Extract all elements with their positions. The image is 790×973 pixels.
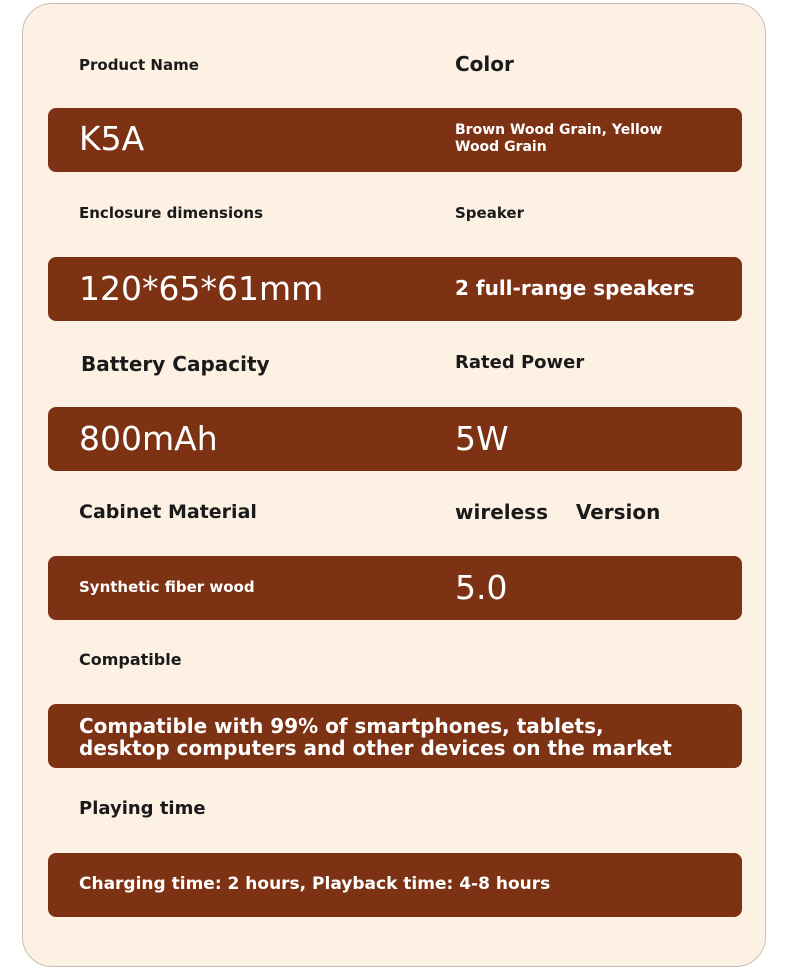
playing-time-label: Playing time: [79, 798, 206, 819]
playing-time-value: Charging time: 2 hours, Playback time: 4-8 hours: [79, 874, 551, 894]
product-name-label: Product Name: [79, 56, 199, 74]
compatible-value: Compatible with 99% of smartphones, tablets, desktop computers and other devices on the market: [79, 714, 672, 760]
wireless-version-value: 5.0: [455, 568, 508, 607]
battery-capacity-value: 800mAh: [79, 419, 218, 458]
rated-power-label: Rated Power: [455, 352, 585, 373]
speaker-label: Speaker: [455, 204, 524, 222]
color-value: Brown Wood Grain, Yellow Wood Grain: [455, 122, 663, 155]
rated-power-value: 5W: [455, 419, 509, 458]
product-name-value: K5A: [79, 119, 145, 158]
enclosure-dimensions-value: 120*65*61mm: [79, 269, 324, 308]
color-label: Color: [455, 52, 514, 76]
cabinet-material-value: Synthetic fiber wood: [79, 578, 255, 596]
wireless-version-label: wireless Version: [455, 500, 661, 524]
speaker-value: 2 full-range speakers: [455, 276, 695, 300]
cabinet-material-label: Cabinet Material: [79, 501, 257, 523]
compatible-label: Compatible: [79, 650, 182, 669]
battery-capacity-label: Battery Capacity: [81, 352, 270, 376]
enclosure-dimensions-label: Enclosure dimensions: [79, 204, 264, 222]
